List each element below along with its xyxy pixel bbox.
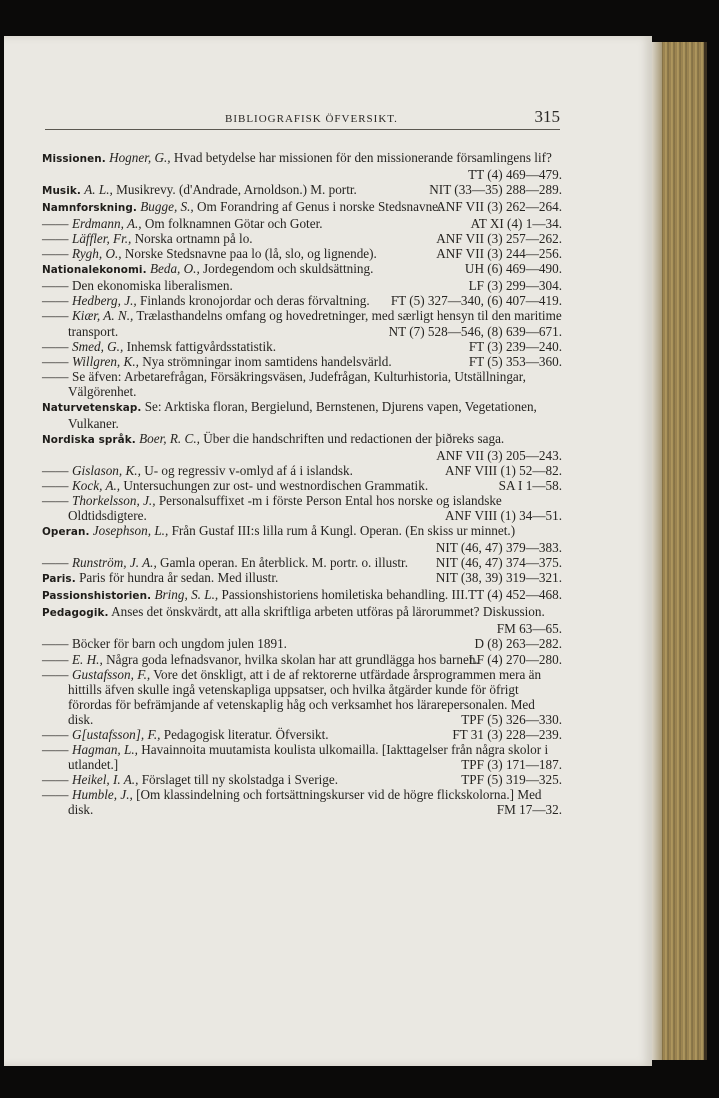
citation: TPF (5) 326—330. <box>461 711 562 727</box>
bibliography-entry <box>42 787 562 817</box>
bibliography-entry <box>42 636 562 651</box>
author-name: Thorkelsson, J., <box>72 493 156 509</box>
topic-heading: Naturvetenskap. <box>42 401 142 414</box>
entry-title: Jordegendom och skuldsättning. <box>203 261 374 277</box>
bibliography-entry <box>42 246 562 261</box>
topic-heading: Missionen. <box>42 153 106 165</box>
author-name: E. H., <box>72 651 103 667</box>
repeat-dash: —— <box>42 741 69 757</box>
topic-heading: Pedagogik. <box>42 607 109 620</box>
topic-heading: Musik. <box>42 185 81 198</box>
author-name: Kiær, A. N., <box>72 308 134 324</box>
citation: NIT (46, 47) 374—375. <box>435 555 562 571</box>
author-name: Hedberg, J., <box>72 293 137 309</box>
entry-title: Den ekonomiska liberalismen. <box>72 278 233 294</box>
repeat-dash: —— <box>42 771 69 787</box>
author-name: Humble, J., <box>72 786 133 802</box>
citation: ANF VII (3) 262—264. <box>436 199 562 215</box>
entry-title: Nya strömningar inom samtidens handelsvärld. <box>142 353 392 369</box>
author-name: Josephson, L., <box>92 523 169 539</box>
bibliography-entry <box>42 652 562 667</box>
bibliography-entry <box>42 369 562 399</box>
bibliography-entry <box>42 199 562 216</box>
citation: ANF VII (3) 244—256. <box>436 246 562 262</box>
citation: UH (6) 469—490. <box>464 261 562 277</box>
bibliography-entry <box>42 182 562 199</box>
repeat-dash: —— <box>42 477 69 493</box>
citation: NIT (33—35) 288—289. <box>429 182 562 198</box>
citation: FM 63—65. <box>496 621 562 637</box>
topic-heading: Nationalekonomi. <box>42 264 147 277</box>
entry-title: Inhemsk fattigvårdsstatistik. <box>126 338 277 354</box>
author-name: Bugge, S., <box>140 199 194 215</box>
bibliography-entry <box>42 399 562 431</box>
entry-title: Über die handschriften und redactionen der þiðreks saga. <box>203 430 505 446</box>
repeat-dash: —— <box>42 308 69 324</box>
entry-title: Se äfven: Arbetarefrågan, Försäkringsväsen, Judefrågan, Kulturhistoria, Utställningar, Välgörenhet. <box>68 368 526 399</box>
citation: FT 31 (3) 228—239. <box>452 726 562 742</box>
entry-title: Havainnoita muutamista koulista ulkomailla. [Iakttagelser från några skolor i utlandet.] <box>68 741 549 772</box>
bibliography-entry <box>42 278 562 293</box>
page-number: 315 <box>534 107 560 126</box>
repeat-dash: —— <box>42 278 69 294</box>
entry-title: Förslaget till ny skolstadga i Sverige. <box>141 771 339 787</box>
entry-title: Några goda lefnadsvanor, hvilka skolan har att grundlägga hos barnen. <box>106 651 479 667</box>
repeat-dash: —— <box>42 493 69 509</box>
entry-title: U- og regressiv v-omlyd af á i islandsk. <box>144 462 353 478</box>
running-title: BIBLIOGRAFISK ÖFVERSIKT. <box>225 113 398 125</box>
entry-title: Finlands kronojordar och deras förvaltning. <box>140 293 370 309</box>
bibliography-entry <box>42 570 562 587</box>
entry-title: Hvad betydelse har missionen för den missionerande församlingens lif? <box>173 150 552 165</box>
bibliography-entry <box>42 293 562 308</box>
entry-title: Om folknamnen Götar och Goter. <box>144 216 323 232</box>
bibliography-entry <box>42 604 562 636</box>
entry-title: Personalsuffixet -m i förste Person Ental hos norske og islandske Oldtidsdigtere. <box>68 493 502 524</box>
citation: FM 17—32. <box>496 801 562 817</box>
author-name: Gustafsson, F., <box>72 666 151 682</box>
topic-heading: Nordiska språk. <box>42 433 136 446</box>
repeat-dash: —— <box>42 368 69 384</box>
citation: NT (7) 528—546, (8) 639—671. <box>388 323 562 339</box>
author-name: Kock, A., <box>72 477 121 493</box>
entry-title: Passionshistoriens homiletiska behandling. III. <box>221 587 468 603</box>
bibliography-entry <box>42 667 562 727</box>
entry-title: Se: Arktiska floran, Bergielund, Bernstenen, Djurens vapen, Vegetationen, Vulkaner. <box>68 398 537 431</box>
citation: TPF (3) 171—187. <box>461 756 562 772</box>
author-name: Gislason, K., <box>72 462 141 478</box>
repeat-dash: —— <box>42 216 69 232</box>
repeat-dash: —— <box>42 555 69 571</box>
repeat-dash: —— <box>42 666 69 682</box>
citation: LF (4) 270—280. <box>468 651 562 667</box>
author-name: Boer, R. C., <box>139 430 200 446</box>
citation: LF (3) 299—304. <box>468 278 562 294</box>
citation: ANF VIII (1) 34—51. <box>445 508 562 524</box>
bibliography-entry <box>42 231 562 246</box>
entry-title: Norska ortnamn på lo. <box>134 231 253 247</box>
entry-title: Anses det önskvärdt, att alla skriftliga arbeten utföras på lärorummet? Diskussion. <box>111 604 545 620</box>
citation: ANF VII (3) 205—243. <box>436 447 562 463</box>
citation: TPF (5) 319—325. <box>461 771 562 787</box>
citation: AT XI (4) 1—34. <box>470 216 562 232</box>
page-header <box>45 107 560 130</box>
entry-title: Musikrevy. (d'Andrade, Arnoldson.) M. portr. <box>116 182 357 198</box>
author-name: Läffler, Fr., <box>72 231 132 247</box>
author-name: Bring, S. L., <box>154 587 219 603</box>
bibliography-entry <box>42 742 562 772</box>
citation: TT (4) 469—479. <box>468 167 562 183</box>
bibliography-entry <box>42 587 562 604</box>
bibliography-entry <box>42 261 562 278</box>
topic-heading: Operan. <box>42 526 90 539</box>
bibliography-list <box>42 150 562 817</box>
entry-title: Trælasthandelns omfang og hovedretninger, med særligt hensyn til den maritime transport. <box>68 308 562 339</box>
entry-title: [Om klassindelning och fortsättningskurser vid de högre flickskolorna.] Med disk. <box>68 786 542 817</box>
citation: FT (5) 353—360. <box>468 353 562 369</box>
repeat-dash: —— <box>42 246 69 262</box>
entry-title: Vore det önskligt, att i de af rektorerne utfärdade årsprogrammen mera än hittills äfven skulle ingå vetenskapliga uppsatser, och hvilka åtgärder kunde för öfrigt förordas för befrämjande af vetenskaplig håg och verksamhet hos lärarepersonalen. Med disk. <box>68 666 542 727</box>
entry-title: Untersuchungen zur ost- und westnordischen Grammatik. <box>123 477 429 493</box>
bibliography-entry <box>42 431 562 463</box>
repeat-dash: —— <box>42 651 69 667</box>
bibliography-entry <box>42 308 562 338</box>
repeat-dash: —— <box>42 462 69 478</box>
author-name: G[ustafsson], F., <box>72 726 161 742</box>
entry-title: Norske Stedsnavne paa lo (lå, slo, og lignende). <box>124 246 377 262</box>
entry-title: Gamla operan. En återblick. M. portr. o. illustr. <box>160 555 408 571</box>
author-name: Hogner, G., <box>109 150 171 165</box>
repeat-dash: —— <box>42 338 69 354</box>
repeat-dash: —— <box>42 726 69 742</box>
entry-title: Från Gustaf III:s lilla rum å Kungl. Operan. (En skiss ur minnet.) <box>171 523 516 539</box>
entry-title: Böcker för barn och ungdom julen 1891. <box>72 636 287 652</box>
citation: TT (4) 452—468. <box>468 587 562 603</box>
author-name: Rygh, O., <box>72 246 122 262</box>
author-name: Runström, J. A., <box>72 555 157 571</box>
author-name: Erdmann, A., <box>72 216 142 232</box>
author-name: Heikel, I. A., <box>72 771 139 787</box>
repeat-dash: —— <box>42 231 69 247</box>
bibliography-entry <box>42 772 562 787</box>
topic-heading: Namnforskning. <box>42 202 137 215</box>
page-edges <box>652 42 707 1060</box>
repeat-dash: —— <box>42 786 69 802</box>
author-name: A. L., <box>84 182 113 198</box>
bibliography-entry <box>42 523 562 555</box>
entry-title: Paris för hundra år sedan. Med illustr. <box>79 570 279 586</box>
bibliography-entry <box>42 216 562 231</box>
citation: D (8) 263—282. <box>474 636 562 652</box>
author-name: Smed, G., <box>72 338 124 354</box>
repeat-dash: —— <box>42 636 69 652</box>
bibliography-entry <box>42 555 562 570</box>
repeat-dash: —— <box>42 293 69 309</box>
citation: NIT (38, 39) 319—321. <box>435 570 562 586</box>
repeat-dash: —— <box>42 353 69 369</box>
citation: ANF VIII (1) 52—82. <box>445 462 562 478</box>
citation: FT (3) 239—240. <box>468 338 562 354</box>
citation: SA I 1—58. <box>498 477 562 493</box>
author-name: Beda, O., <box>149 261 200 277</box>
bibliography-entry <box>42 493 562 523</box>
citation: ANF VII (3) 257—262. <box>436 231 562 247</box>
bibliography-entry <box>42 727 562 742</box>
bibliography-entry <box>42 463 562 478</box>
bibliography-entry <box>42 339 562 354</box>
author-name: Willgren, K., <box>72 353 139 369</box>
topic-heading: Paris. <box>42 573 76 586</box>
bibliography-entry <box>42 150 562 182</box>
entry-title: Om Forandring af Genus i norske Stedsnavne. <box>197 199 442 215</box>
author-name: Hagman, L., <box>72 741 138 757</box>
entry-title: Pedagogisk literatur. Öfversikt. <box>163 726 329 742</box>
topic-heading: Passionshistorien. <box>42 590 152 603</box>
citation: FT (5) 327—340, (6) 407—419. <box>390 293 562 309</box>
bibliography-entry <box>42 478 562 493</box>
citation: NIT (46, 47) 379—383. <box>435 540 562 556</box>
bibliography-entry <box>42 354 562 369</box>
